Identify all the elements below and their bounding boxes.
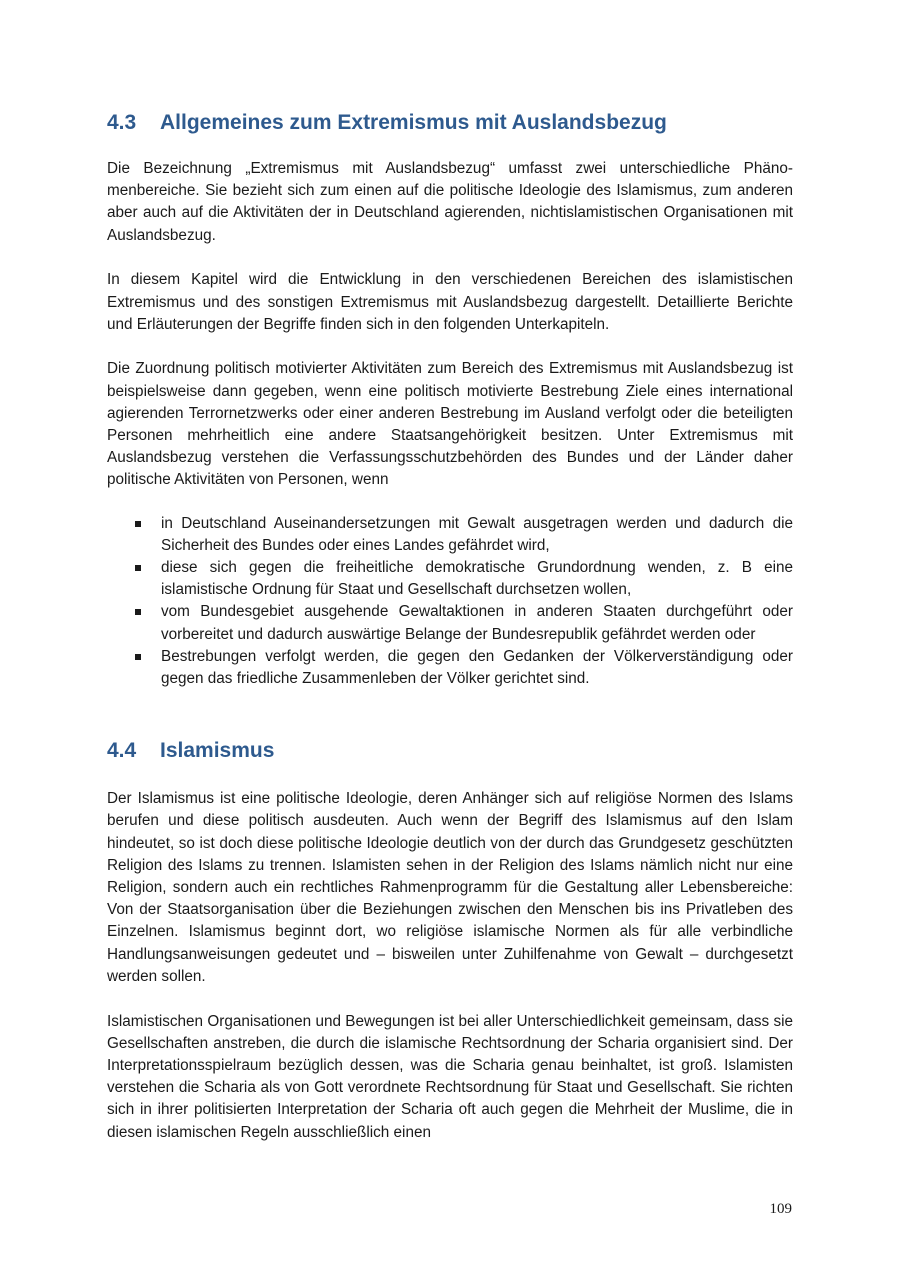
section-heading-4-3 xyxy=(107,110,793,136)
section-number: 4.4 xyxy=(107,739,137,763)
section-number: 4.3 xyxy=(107,111,137,134)
bullet-text: vom Bundesgebiet ausgehende Gewaltaktionen in anderen Staaten durchgeführt oder vorbereitet und dadurch auswärtige Belange der Bundesrepublik gefährdet werden oder xyxy=(161,603,793,643)
bullet-list xyxy=(107,513,793,691)
page-number: 109 xyxy=(769,1201,792,1217)
paragraph: Der Islamismus ist eine politische Ideologie, deren Anhänger sich auf religiöse Normen des Islams berufen und diese politisch ausdeuten. Auch wenn der Begriff des Islamismus auf den Islam hindeutet, so ist doch diese politische Ideologie deutlich von der durch das Grundgesetz geschützten Religion des Islams zu trennen. Islamisten sehen in der Religion des Islams nämlich nicht nur eine Religion, sondern auch ein rechtliches Rahmenprogramm für die Gestaltung aller Lebensbereiche: Von der Staatsorganisation über die Beziehungen zwischen den Menschen bis ins Privatleben des Einzelnen. Islamismus beginnt dort, wo religiöse islamische Normen als für alle verbindliche Handlungsanweisungen gedeutet und – bisweilen unter Zuhilfenahme von Gewalt – durchgesetzt werden sollen. xyxy=(107,790,793,985)
bullet-item xyxy=(107,557,793,601)
paragraph: Islamistischen Organisationen und Bewegungen ist bei aller Unterschiedlichkeit gemeinsam, dass sie Gesellschaften anstreben, die durch die islamische Rechtsordnung der Scharia organisiert sind. Der Interpretationsspielraum bezüglich dessen, was die Scharia genau beinhaltet, ist groß. Islamisten verstehen die Scharia als von Gott verordnete Rechtsordnung für Staat und Gesellschaft. Sie richten sich in ihrer politisierten Interpretation der Scharia oft auch gegen die Mehrheit der Muslime, die in diesen islamischen Regeln ausschließlich einen xyxy=(107,1012,793,1141)
bullet-text: in Deutschland Auseinandersetzungen mit Gewalt ausgetragen werden und dadurch die Sicherheit des Bundes oder eines Landes gefährdet wird, xyxy=(161,514,793,554)
paragraph: In diesem Kapitel wird die Entwicklung in den verschiedenen Bereichen des islamistischen Extremismus und des sonstigen Extremismus mit Auslandsbezug dargestellt. Detaillierte Berichte und Erläuterungen der Begriffe finden sich in den folgenden Unterkapiteln. xyxy=(107,271,793,333)
section-title: Allgemeines zum Extremismus mit Auslandsbezug xyxy=(160,111,667,134)
bullet-square-icon xyxy=(135,521,141,527)
bullet-text: diese sich gegen die freiheitliche demokratische Grundordnung wenden, z. B eine islamistische Ordnung für Staat und Gesellschaft durchsetzen wollen, xyxy=(161,559,793,599)
bullet-item xyxy=(107,601,793,645)
bullet-square-icon xyxy=(135,609,141,615)
bullet-item xyxy=(107,646,793,690)
paragraph: Die Zuordnung politisch motivierter Aktivitäten zum Bereich des Extremismus mit Auslandsbezug ist beispielsweise dann gegeben, wenn eine politisch motivierte Bestrebung Ziele eines international agierenden Terrornetzwerks oder einer anderen Bestrebung im Ausland verfolgt oder die beteiligten Personen mehrheitlich eine andere Staatsangehörigkeit besitzen. Unter Extremismus mit Auslandsbezug verstehen die Verfassungsschutzbehörden des Bundes und der Länder daher politische Aktivitäten von Personen, wenn xyxy=(107,360,793,489)
bullet-square-icon xyxy=(135,565,141,571)
paragraph: Die Bezeichnung „Extremismus mit Auslandsbezug“ umfasst zwei unterschiedliche Phänomenbereiche. Sie bezieht sich zum einen auf die politische Ideologie des Islamismus, zum anderen aber auch auf die Aktivitäten der in Deutschland agierenden, nichtislamistischen Organisationen mit Auslandsbezug. xyxy=(107,160,793,244)
section-title: Islamismus xyxy=(160,739,275,763)
bullet-item xyxy=(107,513,793,557)
section-heading-4-4 xyxy=(107,738,793,764)
bullet-text: Bestrebungen verfolgt werden, die gegen den Gedanken der Völkerverständigung oder gegen das friedliche Zusammenleben der Völker gerichtet sind. xyxy=(161,647,793,688)
bullet-square-icon xyxy=(135,654,141,660)
document-page xyxy=(107,0,793,1144)
